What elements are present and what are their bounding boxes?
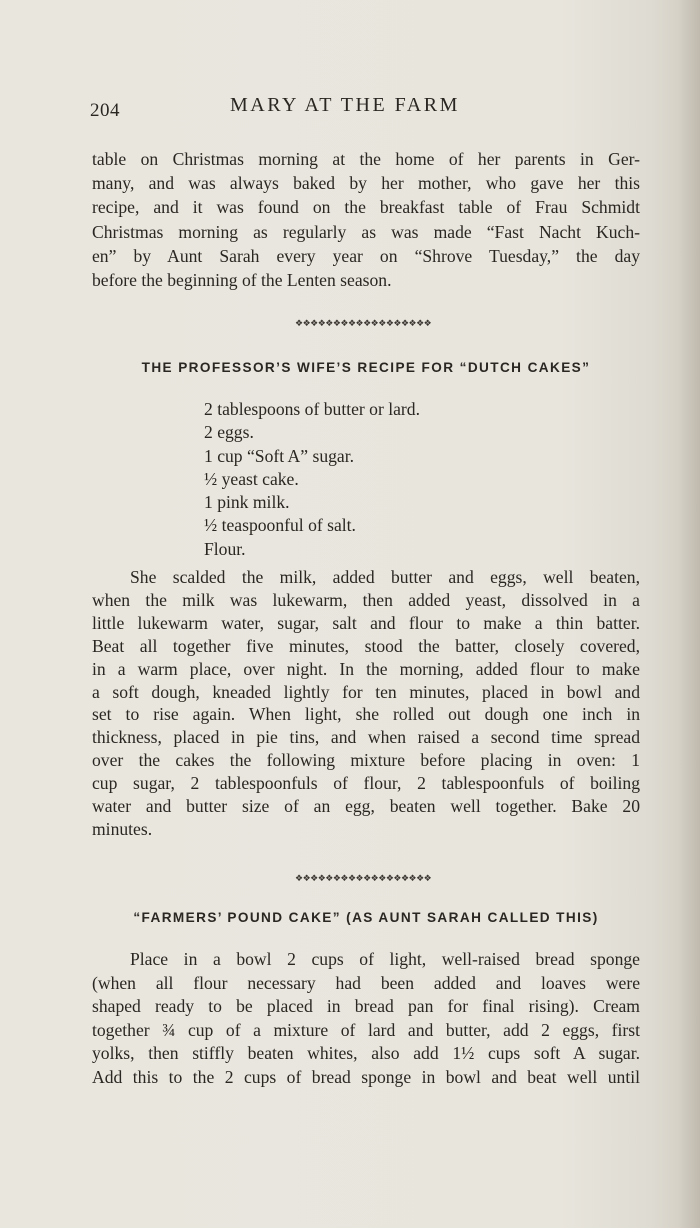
running-head [90, 92, 640, 122]
method-line: in a warm place, over night. In the morning, added flour to make [92, 658, 640, 679]
method-line: little lukewarm water, sugar, salt and flour to make a thin batter. [92, 612, 640, 633]
intro-line: recipe, and it was found on the breakfast table of Frau Schmidt [92, 197, 640, 218]
method-line: together ¾ cup of a mixture of lard and butter, add 2 eggs, first [92, 1019, 640, 1040]
intro-line: Christmas morning as regularly as was made “Fast Nacht Kuch- [92, 221, 640, 242]
page-edge-shadow [678, 0, 700, 1228]
method-line: Beat all together five minutes, stood the batter, closely covered, [92, 635, 640, 656]
ingredient-item: ½ yeast cake. [204, 468, 299, 489]
method-line: cup sugar, 2 tablespoonfuls of flour, 2 tablespoonfuls of boiling [92, 773, 640, 794]
method-line [92, 948, 640, 972]
ingredient-item: 2 tablespoons of butter or lard. [204, 399, 420, 419]
method-line-text: Place in a bowl 2 cups of light, well-raised bread sponge [130, 949, 640, 969]
method-line: shaped ready to be placed in bread pan for final rising). Cream [92, 996, 640, 1017]
ingredient-item: 2 eggs. [204, 422, 254, 443]
method-line: set to rise again. When light, she rolled out dough one inch in [92, 704, 640, 725]
method-line: a soft dough, kneaded lightly for ten minutes, placed in bowl and [92, 681, 640, 702]
recipe-method-pound-cake [92, 948, 640, 1090]
intro-line: before the beginning of the Lenten season. [92, 270, 392, 291]
recipe-method-dutch-cakes [92, 566, 640, 841]
intro-line: table on Christmas morning at the home of her parents in Ger- [92, 149, 640, 169]
method-line: over the cakes the following mixture before placing in oven: 1 [92, 750, 640, 771]
ingredient-item: ½ teaspoonful of salt. [204, 515, 356, 536]
method-line-text: She scalded the milk, added butter and eggs, well beaten, [130, 567, 640, 587]
book-title: MARY AT THE FARM [230, 94, 460, 116]
method-line: thickness, placed in pie tins, and when raised a second time spread [92, 727, 640, 748]
ingredient-list [204, 398, 544, 561]
method-line [92, 566, 640, 589]
ingredient-item: 1 cup “Soft A” sugar. [204, 445, 355, 466]
method-line: yolks, then stiffly beaten whites, also add 1½ cups soft A sugar. [92, 1043, 640, 1064]
intro-line: many, and was always baked by her mother, who gave her this [92, 173, 640, 194]
method-line: Add this to the 2 cups of bread sponge in bowl and beat well until [92, 1066, 640, 1087]
ornament-divider: ❖❖❖❖❖❖❖❖❖❖❖❖❖❖❖❖❖❖ [295, 873, 432, 883]
method-line: water and butter size of an egg, beaten well together. Bake 20 [92, 796, 640, 817]
ingredient-item: Flour. [204, 538, 246, 559]
method-line: (when all flour necessary had been added and loaves were [92, 972, 640, 993]
page-number: 204 [90, 100, 120, 121]
intro-paragraph [92, 147, 640, 292]
ornament-divider: ❖❖❖❖❖❖❖❖❖❖❖❖❖❖❖❖❖❖ [295, 318, 432, 328]
recipe-heading-dutch-cakes: THE PROFESSOR’S WIFE’S RECIPE FOR “DUTCH CAKES” [141, 360, 591, 375]
method-line: minutes. [92, 818, 153, 839]
method-line: when the milk was lukewarm, then added yeast, dissolved in a [92, 589, 640, 610]
recipe-heading-pound-cake: “FARMERS’ POUND CAKE” (AS AUNT SARAH CALLED THIS) [133, 910, 599, 925]
ingredient-item: 1 pink milk. [204, 492, 290, 513]
intro-line: en” by Aunt Sarah every year on “Shrove Tuesday,” the day [92, 245, 640, 266]
